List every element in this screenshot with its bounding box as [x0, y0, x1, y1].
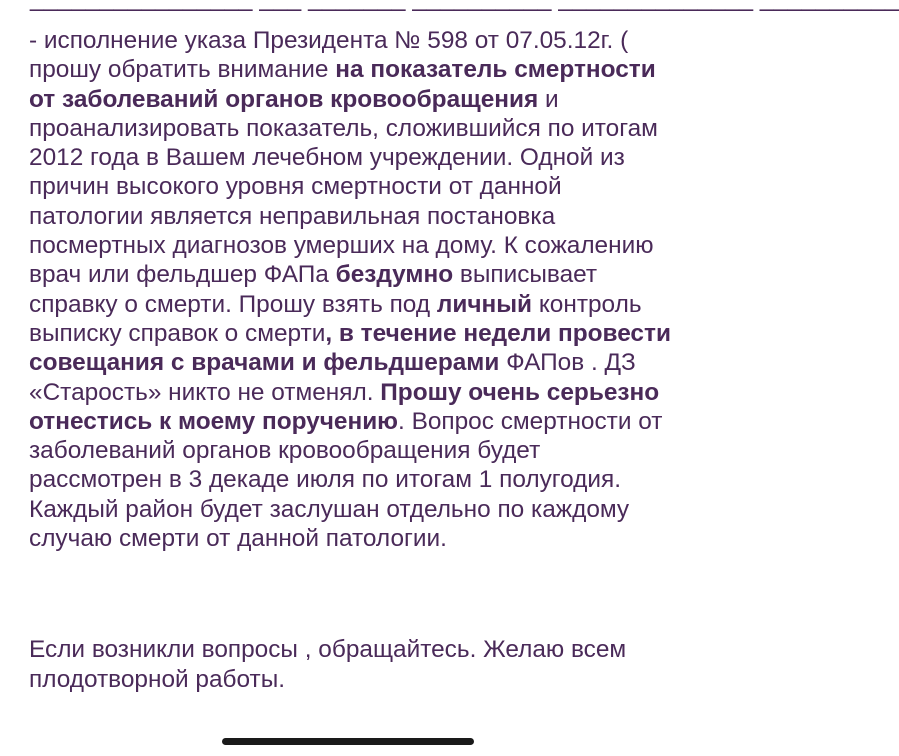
text-segment: контроль выписку справок о смерти: [29, 290, 642, 347]
emphasis-segment: , в течение недели провести совещания с врачами и фельдшерами: [29, 319, 671, 377]
home-indicator[interactable]: [222, 738, 474, 745]
emphasis-segment: на показатель смертности от заболеваний органов кровообращения: [29, 56, 656, 113]
message-paragraph-2: Если возникли вопросы , обращайтесь. Желаю всем плодотворной работы.: [29, 636, 627, 693]
message-paragraph-1: [29, 26, 679, 553]
text-segment: и проанализировать показатель, сложившийся по итогам 2012 года в Вашем лечебном учреждении. Одной из причин высокого уровня смертности от данной патологии является неправильная постановка посмертных диагнозов умерших на дому. К сожалению врач или фельдшер ФАПа: [29, 85, 658, 289]
text-segment: ФАПов . ДЗ «Старость» никто не отменял.: [29, 349, 636, 406]
emphasis-segment: бездумно: [335, 261, 454, 289]
text-segment: выписывает справку о смерти. Прошу взять под: [29, 261, 598, 318]
clipped-previous-line: [30, 0, 670, 12]
emphasis-segment: личный: [436, 290, 533, 318]
message-body: [29, 26, 679, 694]
text-segment: . Вопрос смертности от заболеваний органов кровообращения будет рассмотрен в 3 декаде июля по итогам 1 полугодия. Каждый район будет заслушан отдельно по каждому случаю смерти от данной патологии.: [29, 407, 663, 553]
text-segment: - исполнение указа Президента № 598 от 07.05.12г. ( прошу обратить внимание: [29, 27, 629, 84]
emphasis-segment: Прошу очень серьезно отнестись к моему поручению: [29, 378, 660, 435]
